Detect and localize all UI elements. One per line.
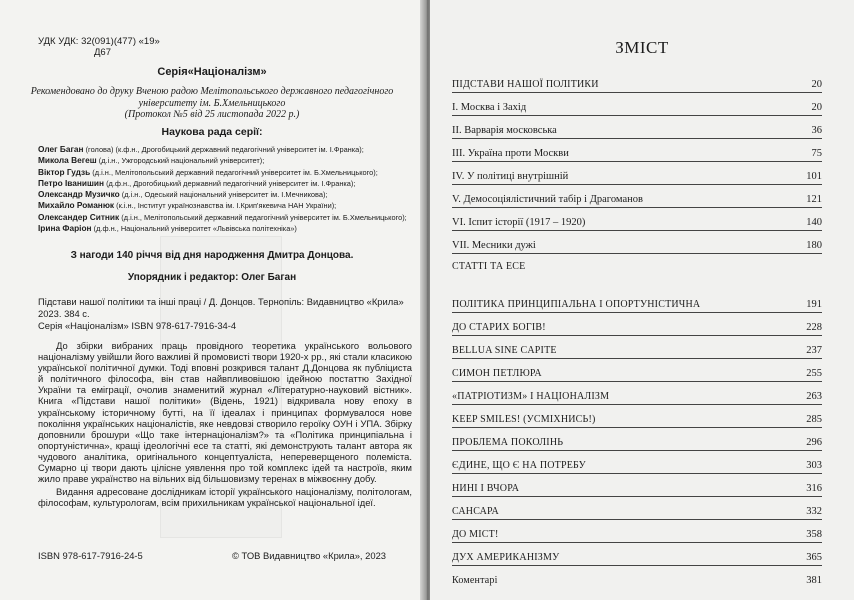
toc-entry-page: 358 [806, 529, 822, 540]
council-member [38, 200, 407, 211]
toc-entry-page: 36 [811, 125, 822, 136]
toc-entry-title: «ПАТРІОТИЗМ» І НАЦІОНАЛІЗМ [452, 391, 610, 402]
council-title: Наукова рада серії: [161, 126, 263, 138]
toc-entry [452, 543, 822, 566]
toc-entry-title: ПІДСТАВИ НАШОЇ ПОЛІТИКИ [452, 79, 599, 90]
toc-entry [452, 451, 822, 474]
toc-entry [452, 208, 822, 231]
toc-entry [452, 336, 822, 359]
toc-entry [452, 290, 822, 313]
toc-entry-title: І. Москва і Захід [452, 102, 527, 113]
toc-entry-page: 263 [806, 391, 822, 402]
toc-entry-title: Коментарі [452, 575, 498, 586]
toc-entry [452, 497, 822, 520]
member-name: Михайло Романюк [38, 200, 115, 211]
toc-entry-title: САНСАРА [452, 506, 499, 517]
toc-entry-page: 20 [811, 102, 822, 113]
annotation-paragraph: До збірки вибраних праць провідного теоретика українського вольового націоналізму увійшли його важливі й промовисті твори 1920-х рр., які стали класикою української політичної думки. Тоді вповні розкрився талант Д.Донцова як публіциста й політичного філософа, він став найвпливовішою ідейною постаттю Західної України та еміграції, очолив знаменитий журнал «Літературно-науковий вістник». Книга «Підстави нашої політики» (Відень, 1921) відкривала нову епоху в українському історичному бутті, на її ідеалах і принципах формувалося нове покоління українських націоналістів, яке невдовзі створило героїку ОУН і УПА. Збірку доповнили брошури «Що таке інтернаціоналізм?» та «Політика принципіальна і опортуністична», кращі ідеологічні есе та статті, які демонструють талант автора як чудового аналітика, оригінального концептуаліста, непереверщеного полеміста. Сумарно ці твори дають цілісне уявлення про той комплекс ідей та настроїв, яким жило праве українство на вільних від більшовизму теренах в міжвоєнну добу. [38, 340, 412, 485]
toc-entry-page: 332 [806, 506, 822, 517]
toc-part-one [452, 70, 822, 254]
udk-block [38, 36, 160, 58]
toc-entry-title: BELLUA SINE CAPITE [452, 345, 557, 356]
toc-entry [452, 359, 822, 382]
council-member [38, 189, 407, 200]
copyright: © ТОВ Видавництво «Крила», 2023 [232, 550, 386, 561]
toc-entry-title: ДУХ АМЕРИКАНІЗМУ [452, 552, 560, 563]
toc-entry [452, 185, 822, 208]
series-title: Серія«Націоналізм» [157, 66, 267, 78]
council-member [38, 223, 407, 234]
council-member [38, 155, 407, 166]
toc-entry-page: 121 [806, 194, 822, 205]
member-name: Віктор Гудзь [38, 166, 91, 177]
member-info: (д.і.н., Мелітопольський державний педагогічний університет ім. Б.Хмельницького); [119, 212, 407, 222]
toc-entry [452, 70, 822, 93]
member-name: Петро Іванишин [38, 177, 105, 188]
toc-entry-page: 191 [806, 299, 822, 310]
member-info: (д.і.н., Ужгородський національний університет); [96, 156, 265, 166]
toc-entry-title: ІІ. Варварія московська [452, 125, 557, 136]
toc-entry-title: ДО СТАРИХ БОГІВ! [452, 322, 546, 333]
member-info: (к.і.н., Інститут українознавства ім. І.Крип'якевича НАН України); [114, 201, 337, 211]
council-member [38, 178, 407, 189]
toc-entry [452, 382, 822, 405]
toc-entry-title: IV. У політиці внутрішній [452, 171, 569, 182]
anniversary-note: З нагоди 140 річчя від дня народження Дмитра Донцова. [70, 250, 354, 261]
toc-entry-page: 316 [806, 483, 822, 494]
toc-entry-page: 20 [811, 79, 822, 90]
toc-entry-page: 75 [811, 148, 822, 159]
member-info: (д.ф.н., Національний університет «Львівська політехніка») [91, 224, 297, 234]
member-name: Олег Баган [38, 144, 84, 154]
toc-entry-title: НИНІ І ВЧОРА [452, 483, 520, 494]
recommend-line: Рекомендовано до друку Вченою радою Мелітопольського державного педагогічного [30, 86, 394, 97]
toc-entry-title: V. Демосоціялістичний табір і Драгоманов [452, 194, 643, 205]
recommendation [20, 86, 404, 121]
toc-entry-page: 180 [806, 240, 822, 251]
council-member [38, 212, 407, 223]
toc-title: ЗМІСТ [615, 38, 669, 57]
toc-entry [452, 313, 822, 336]
toc-entry-page: 285 [806, 414, 822, 425]
recommend-line: університету ім. Б.Хмельницького [138, 97, 286, 109]
toc-entry-title: KEEP SMILES! (УСМІХНИСЬ!) [452, 414, 596, 425]
toc-entry-page: 228 [806, 322, 822, 333]
council-member [38, 144, 407, 155]
toc-entry-title: ПРОБЛЕМА ПОКОЛІНЬ [452, 437, 564, 448]
toc-entry-title: VI. Іспит історії (1917 – 1920) [452, 217, 586, 228]
council-members [38, 144, 407, 234]
toc-entry [452, 566, 822, 588]
editor-credit: Упорядник і редактор: Олег Баган [127, 272, 297, 283]
biblio-line: 2023. 384 с. [38, 308, 90, 319]
toc-entry [452, 428, 822, 451]
member-info: (д.ф.н., Дрогобицький державний педагогічний університет ім. І.Франка); [104, 178, 356, 188]
bibliographic-record [38, 296, 418, 332]
toc-entry-page: 296 [806, 437, 822, 448]
toc-entry [452, 231, 822, 254]
toc-entry [452, 474, 822, 497]
right-page [430, 0, 854, 600]
toc-entry-page: 365 [806, 552, 822, 563]
toc-entry-page: 381 [806, 575, 822, 586]
toc-entry-title: VII. Месники дужі [452, 240, 536, 251]
council-member [38, 167, 407, 178]
member-info: (голова) (к.ф.н., Дрогобицький державний педагогічний університет ім. І.Франка); [83, 145, 364, 154]
toc-entry-title: ІІІ. Україна проти Москви [452, 148, 569, 159]
recommend-line: (Протокол №5 від 25 листопада 2022 р.) [124, 109, 300, 120]
left-page [0, 0, 424, 600]
udk-code: УДК УДК: 32(091)(477) «19» [38, 36, 160, 47]
toc-entry [452, 405, 822, 428]
toc-entry [452, 116, 822, 139]
toc-entry-title: СИМОН ПЕТЛЮРА [452, 368, 542, 379]
toc-entry-page: 101 [806, 171, 822, 182]
member-name: Олександер Ситник [38, 211, 120, 222]
toc-entry-title: ПОЛІТИКА ПРИНЦИПІАЛЬНА І ОПОРТУНІСТИЧНА [452, 299, 701, 310]
biblio-line: Підстави нашої політики та інші праці / Д. Донцов. Тернопіль: Видавництво «Крила» [38, 296, 404, 307]
toc-entry-title: ДО МІСТ! [452, 529, 499, 540]
toc-entry-page: 303 [806, 460, 822, 471]
toc-entry [452, 93, 822, 116]
isbn: ISBN 978-617-7916-24-5 [38, 550, 143, 561]
essays-heading: СТАТТІ ТА ЕСЕ [452, 261, 526, 272]
toc-entry-title: ЄДИНЕ, ЩО Є НА ПОТРЕБУ [452, 460, 586, 471]
member-info: (д.і.н., Одеський національний університет ім. І.Мечникова); [119, 190, 328, 200]
audience-paragraph: Видання адресоване дослідникам історії українського націоналізму, політологам, філософам, культурологам, всім прихильникам української національної ідеї. [38, 486, 412, 509]
toc-entry [452, 520, 822, 543]
toc-entry-page: 237 [806, 345, 822, 356]
member-name: Олександр Музичко [38, 189, 120, 200]
toc-entry-page: 255 [806, 368, 822, 379]
biblio-line: Серія «Націоналізм» ISBN 978-617-7916-34-4 [38, 320, 237, 331]
member-info: (д.і.н., Мелітопольський державний педагогічний університет ім. Б.Хмельницького); [90, 167, 378, 177]
bbk-code: Д67 [94, 47, 112, 58]
toc-entry [452, 139, 822, 162]
member-name: Ірина Фаріон [38, 223, 92, 234]
member-name: Микола Вегеш [38, 155, 97, 166]
toc-part-two [452, 290, 822, 588]
toc-entry-page: 140 [806, 217, 822, 228]
toc-entry [452, 162, 822, 185]
